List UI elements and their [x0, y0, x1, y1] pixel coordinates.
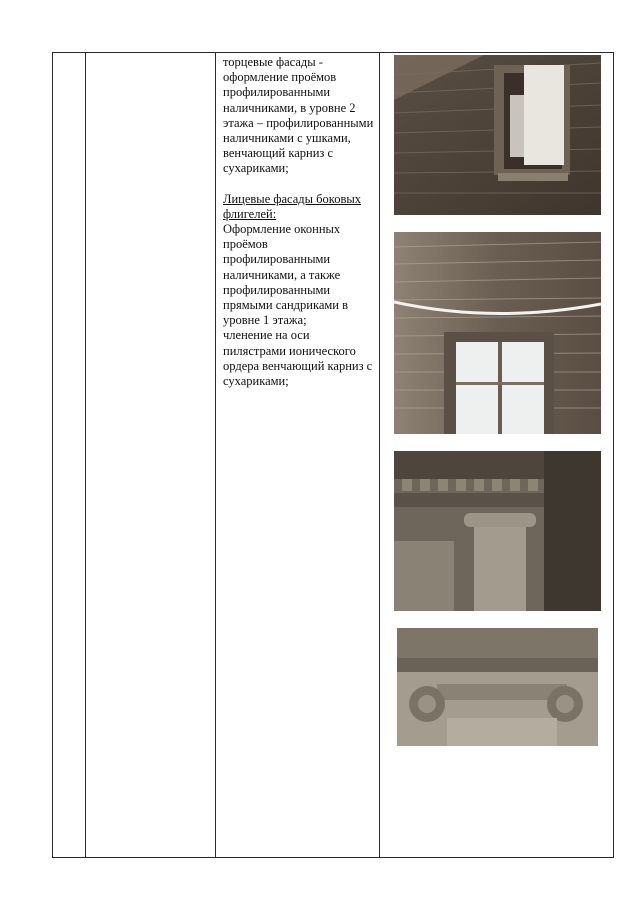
table-col-line-5: [613, 52, 614, 858]
table-top-border: [52, 52, 614, 53]
side-wings-para-2: членение на оси пилястрами ионического ордера венчающий карниз с сухариками;: [223, 328, 373, 389]
table-col-line-4: [379, 52, 380, 858]
photo-window-with-trim: [394, 55, 601, 215]
photo-ionic-capital: [397, 628, 598, 746]
table-col-line-2: [85, 52, 86, 858]
end-facades-text: торцевые фасады - оформление проёмов профилированными наличниками, в уровне 2 этажа – профилированными наличниками с ушками, венчающий карниз с сухариками;: [223, 55, 374, 176]
table-col-line-3: [215, 52, 216, 858]
photo-window-with-sandrik: [394, 232, 601, 434]
description-cell: [223, 55, 375, 389]
side-wings-para-1: Оформление оконных проёмов профилированными наличниками, а также профилированными прямыми сандриками в уровне 1 этажа;: [223, 222, 349, 328]
table-col-line-1: [52, 52, 53, 858]
table-bottom-border: [52, 857, 614, 858]
side-wings-heading: Лицевые фасады боковых флигелей:: [223, 191, 362, 221]
photo-pilaster-cornice: [394, 451, 601, 611]
